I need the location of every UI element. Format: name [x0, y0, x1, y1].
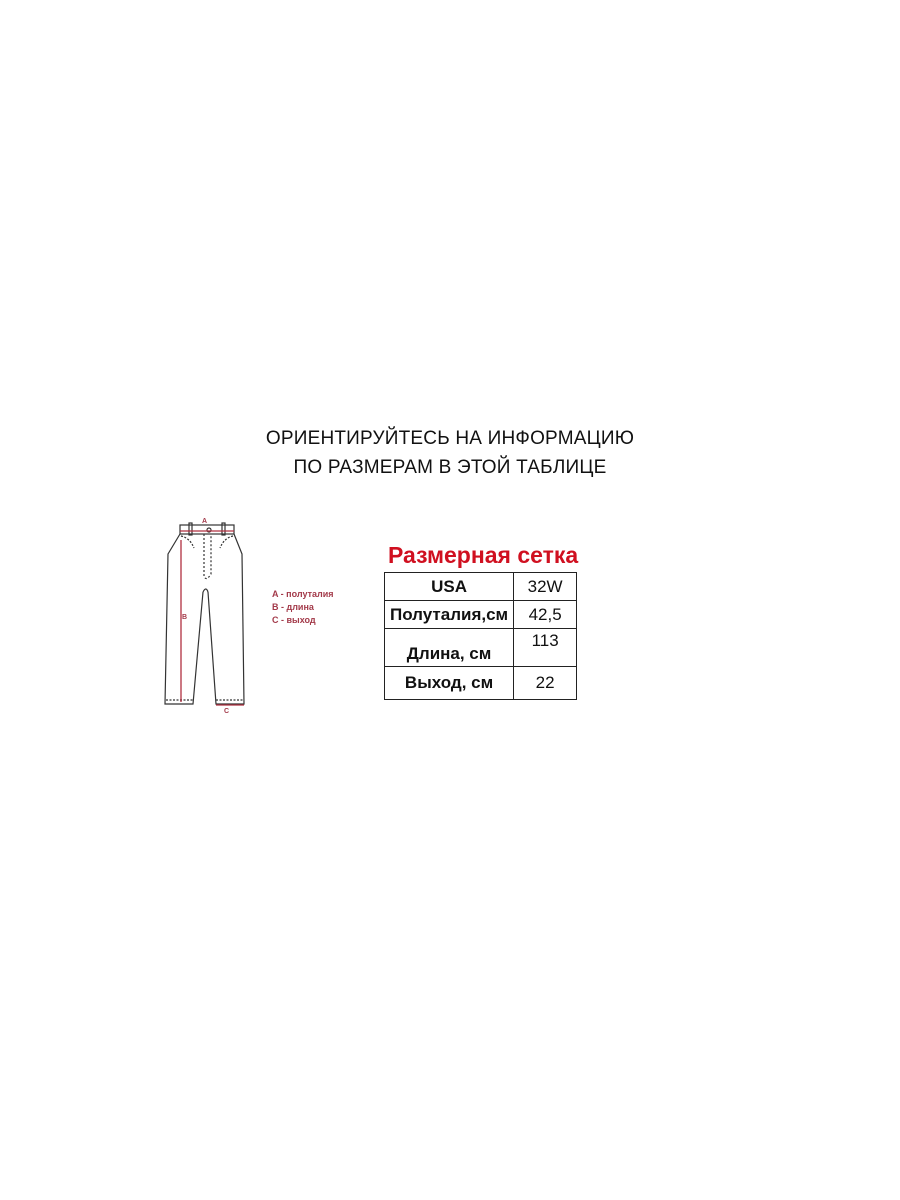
- heading-line-1: ОРИЕНТИРУЙТЕСЬ НА ИНФОРМАЦИЮ: [265, 428, 635, 449]
- pants-diagram: [160, 514, 250, 719]
- heading-line-2: ПО РАЗМЕРАМ В ЭТОЙ ТАБЛИЦЕ: [293, 457, 607, 478]
- label-c: C: [224, 708, 230, 715]
- row-label: Полуталия,см: [385, 601, 514, 629]
- size-chart-table: [384, 572, 577, 700]
- pocket: [220, 536, 233, 548]
- right-leg-outline: [208, 534, 244, 704]
- legend-item-a: A - полуталия: [272, 589, 334, 599]
- size-chart-title: Размерная сетка: [388, 542, 579, 568]
- legend-item-c: C - выход: [272, 615, 316, 625]
- row-value: 32W: [514, 573, 577, 601]
- table-row: [385, 573, 577, 601]
- legend-item-b: B - длина: [272, 602, 314, 612]
- fly-stitch: [204, 534, 211, 579]
- table-row: [385, 601, 577, 629]
- row-value: 113: [514, 629, 577, 667]
- legend: [272, 588, 334, 627]
- label-a: A: [202, 518, 208, 525]
- pocket: [181, 536, 194, 548]
- row-label: Длина, см: [385, 629, 514, 667]
- row-label: Выход, см: [385, 667, 514, 700]
- row-value: 22: [514, 667, 577, 700]
- row-label: USA: [385, 573, 514, 601]
- heading: [0, 424, 900, 482]
- row-value: 42,5: [514, 601, 577, 629]
- crotch-seam: [203, 589, 208, 592]
- table-row: [385, 667, 577, 700]
- label-b: B: [182, 614, 188, 621]
- table-row: [385, 629, 577, 667]
